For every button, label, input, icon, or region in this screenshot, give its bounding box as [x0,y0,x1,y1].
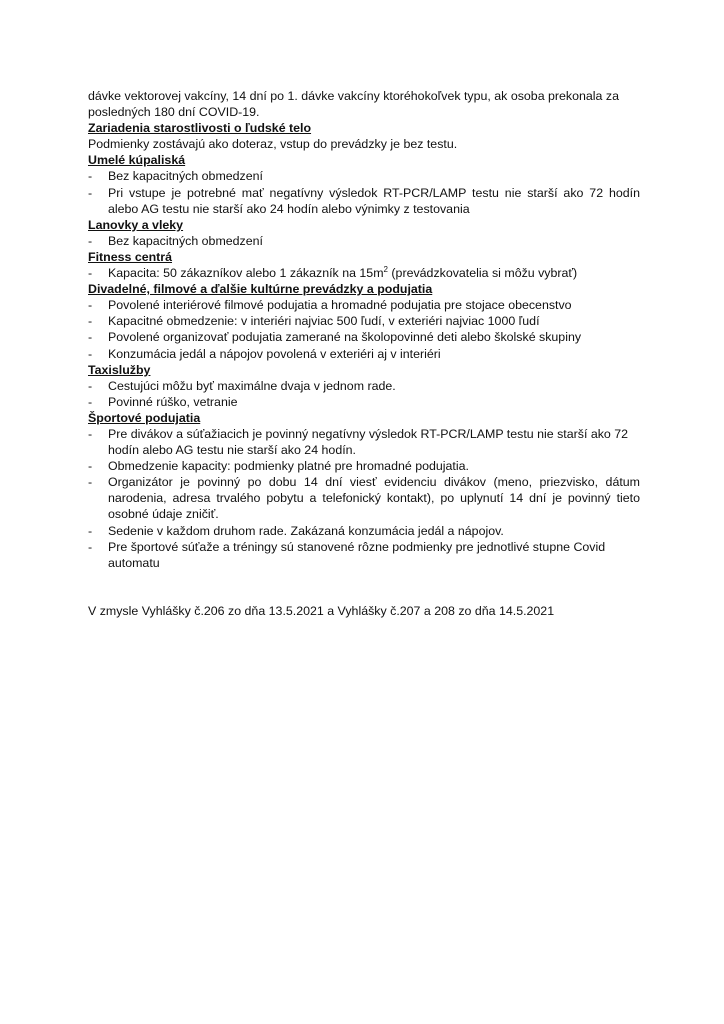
intro-paragraph [88,88,640,120]
intro-line-1: dávke vektorovej vakcíny, 14 dní po 1. dávke vakcíny ktoréhokoľvek typu, ak osoba prekonala za [88,89,619,103]
list-item-text: Obmedzenie kapacity: podmienky platné pre hromadné podujatia. [108,459,469,474]
list-item-text: Pre športové súťaže a tréningy sú stanovené rôzne podmienky pre jednotlivé stupne Covid automatu [108,539,606,570]
list-item [88,346,640,362]
fitness-capacity-note: (prevádzkovatelia si môžu vybrať) [387,266,578,281]
spacer [88,571,640,603]
list-item-text: Povolené organizovať podujatia zamerané na školopovinné deti alebo školské skupiny [108,330,582,345]
list-item [88,523,640,539]
section-heading-lifts: Lanovky a vleky [88,217,184,232]
fitness-capacity-text: Kapacita: 50 zákazníkov alebo 1 zákazník na 15m [108,266,384,281]
list-item [88,313,640,329]
list-item [88,426,640,458]
document-page [88,88,640,619]
list-dash: - [88,314,93,329]
list-item-text: Cestujúci môžu byť maximálne dvaja v jednom rade. [108,378,396,393]
list-item [88,474,640,522]
section-heading-fitness: Fitness centrá [88,249,173,264]
list-dash: - [88,266,93,281]
list-dash: - [88,523,93,538]
fitness-capacity-superscript: 2 [383,264,388,274]
list-dash: - [88,475,93,490]
list-item-text: Povolené interiérové filmové podujatia a hromadné podujatia pre stojace obecenstvo [108,298,572,313]
list-dash: - [88,346,93,361]
list-item-text: Bez kapacitných obmedzení [108,233,263,248]
list-dash: - [88,330,93,345]
section-heading-culture: Divadelné, filmové a ďalšie kultúrne prevádzky a podujatia [88,282,433,297]
list-item [88,168,640,184]
list-item [88,539,640,571]
list-item-text [108,265,640,281]
list-item [88,394,640,410]
footer-citation: V zmysle Vyhlášky č.206 zo dňa 13.5.2021 a Vyhlášky č.207 a 208 zo dňa 14.5.2021 [88,603,555,618]
list-item [88,185,640,217]
list-dash: - [88,426,93,441]
list-dash: - [88,378,93,393]
list-item-text: Organizátor je povinný po dobu 14 dní viesť evidenciu divákov (meno, priezvisko, dátum narodenia, adresa trvalého pobytu a telefonický kontakt), po uplynutí 14 dní je povinný tieto osobné údaje zničiť. [108,475,640,522]
section-paragraph-body-care: Podmienky zostávajú ako doteraz, vstup do prevádzky je bez testu. [88,137,458,152]
list-item-text: Kapacitné obmedzenie: v interiéri najviac 500 ľudí, v exteriéri najviac 1000 ľudí [108,314,540,329]
list-dash: - [88,298,93,313]
list-item [88,297,640,313]
list-dash: - [88,233,93,248]
list-dash: - [88,539,93,554]
list-item [88,233,640,249]
section-heading-body-care: Zariadenia starostlivosti o ľudské telo [88,121,312,136]
list-item-text: Sedenie v každom druhom rade. Zakázaná konzumácia jedál a nápojov. [108,523,504,538]
list-item [88,458,640,474]
list-item-text: Pri vstupe je potrebné mať negatívny výsledok RT-PCR/LAMP testu nie starší ako 72 hodín alebo AG testu nie starší ako 24 hodín alebo výnimky z testovania [108,185,640,216]
list-item-text: Bez kapacitných obmedzení [108,169,263,184]
section-heading-taxi: Taxislužby [88,362,151,377]
section-heading-sports: Športové podujatia [88,410,201,425]
list-dash: - [88,169,93,184]
intro-line-2: posledných 180 dní COVID-19. [88,105,260,120]
list-item [88,378,640,394]
list-item-text: Povinné rúško, vetranie [108,394,238,409]
list-dash: - [88,459,93,474]
list-item [88,329,640,345]
list-dash: - [88,394,93,409]
list-dash: - [88,185,93,200]
list-item-text: Pre divákov a súťažiacich je povinný negatívny výsledok RT-PCR/LAMP testu nie starší ako 72 hodín alebo AG testu nie starší ako 24 hodín. [108,426,629,458]
list-item-text: Konzumácia jedál a nápojov povolená v exteriéri aj v interiéri [108,346,441,361]
list-item [88,265,640,281]
section-heading-pools: Umelé kúpaliská [88,153,186,168]
